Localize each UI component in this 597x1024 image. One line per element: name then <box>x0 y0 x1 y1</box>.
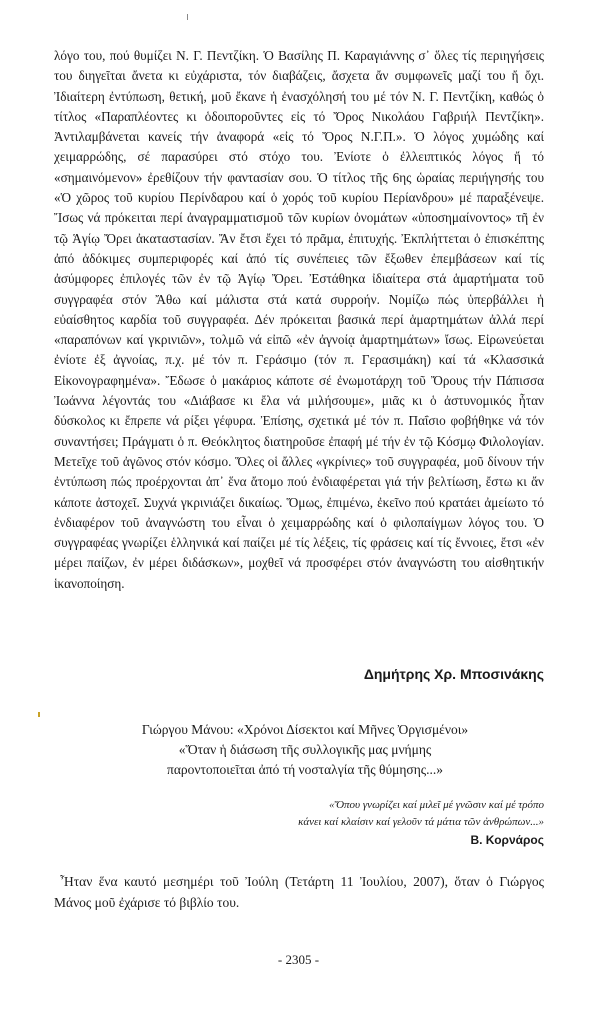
scan-mark <box>187 14 188 20</box>
epigraph-author: Β. Κορνάρος <box>470 833 544 847</box>
review-body-paragraph: λόγο του, πού θυμίζει Ν. Γ. Πεντζίκη. Ὁ Βασίλης Π. Καραγιάννης σ᾽ ὅλες τίς περιηγήσεις του διηγεῖται ἄνετα κι εὐχάριστα, τόν διαβάζεις, ἄσχετα ἄν συμφωνεῖς μαζί του ἤ ὄχι. Ἰδιαίτερη ἐντύπωση, θετική, μοῦ ἔκανε ἡ ἐνασχόλησή του μέ τόν Ν. Γ. Πεντζίκη, καθώς ὁ τίτλος «Παραπλέοντες κι ὁδοιποροῦντες εἰς τό Ὄρος Νικολάου Γαβριήλ Πεντζίκη». Ἀντιλαμβάνεται κανείς τήν ἀναφορά «εἰς τό Ὄρος Ν.Γ.Π.». Ὁ λόγος χυμώδης καί χειμαρρώδης, σέ παρασύρει στό στόχο του. Ἐνίοτε ὁ ἐλλειπτικός λόγος ἤ τό «σημαινόμενον» ἐρεθίζουν τήν φαντασίαν σου. Ὁ τίτλος τῆς 6ης ὡραίας περιήγησής του «Ὁ χῶρος τοῦ κυρίου Περίνδαρου καί ὁ χορός τοῦ κυρίου Περίανδρου» μέ παραξένεψε. Ἴσως νά πρόκειται περί ἀναγραμματισμοῦ τῶν κυρίων ὀνομάτων «ὑποσημαίνοντος» τῆ ἐν τῷ Ἁγίῳ Ὄρει ἀκαταστασίαν. Ἄν ἔτσι ἔχει τό πρᾶμα, ἐπιτυχής. Ἐκπλήττεται ὁ ἐπισκέπτης ἀπό ἀδόκιμες συμπεριφορές καί ἀπό τίς συνέπειες τῶν ἔξωθεν ἐπεμβάσεων καί τίς ἀσύμφορες ἐπιλογές τῶν ἐν τῷ Ἁγίῳ Ὄρει. Ἐστάθηκα ἰδιαίτερα στά ἁμαρτήματα τοῦ συγγραφέα στόν Ἄθω καί μάλιστα στά κατά συρροήν. Νομίζω πώς ὑπερβάλλει ἡ εὐαίσθητος καρδία τοῦ συγγραφέα. Δέν πρόκειται βασικά περί ἁμαρτημάτων ἀλλά περί «παραπόνων καί γκρινιῶν», τολμῶ νά εἰπῶ «ἐν ἀγνοίᾳ ἁμαρτημάτων» ἴσως. Εἰρωνεύεται ἐνίοτε ἐξ ἀγνοίας, π.χ. μέ τόν π. Γεράσιμο (τόν π. Γερασιμάκη) καί τά «Κλασσικά Εἰκονογραφημένα». Ἔδωσε ὁ μακάριος κάποτε σέ ἐνωμοτάρχη τοῦ Ὄρους τήν Πάπισσα Ἰωάννα λέγοντάς του «Διάβασε κι ἔλα νά μιλήσουμε», μιᾶς κι ὁ ἀστυνομικός ἦταν δύσκολος κι ἔπρεπε νά ρίξει γέφυρα. Ἐπίσης, σχετικά μέ τόν π. Παΐσιο φοβήθηκε νά τόν συναντήσει; Πράγματι ὁ π. Θεόκλητος διατηροῦσε ἐπαφή μέ τήν ἐν τῷ Κόσμῳ Φιλολογίαν. Μετεῖχε τοῦ ἀγῶνος στόν κόσμο. Ὅλες οἱ ἄλλες «γκρίνιες» τοῦ συγγραφέα, μοῦ δίνουν τήν ἐντύπωση πώς προέρχονται ἀπ᾽ ἕνα ἄτομο πού ἐνδιαφέρεται γιά τήν βελτίωση, ἔστω κι ἄν κάποτε ἀστοχεῖ. Συχνά γκρινιάζει δικαίως. Ὅμως, ἐπιμένω, ἐκεῖνο πού κρατάει ἀμείωτο τό ἐνδιαφέρον τοῦ ἀναγνώστη του εἶναι ὁ χειμαρρώδης καί ὁ φιλοπαίγμων λόγος του. Ὁ συγγραφέας γνωρίζει ἑλληνικά καί παίζει μέ τίς λέξεις, τίς φράσεις καί τίς ἔννοιες, ἔτσι «ἐν μέρει παίζων, ἐν μέρει διδάσκων», μοχθεῖ νά προσφέρει στόν ἀναγνώστη του αἰσθητικήν ἱκανοποίηση. <box>54 48 544 591</box>
review-signature: Δημήτρης Χρ. Μποσινάκης <box>363 666 544 682</box>
review-opening-paragraph: Ἦταν ἕνα καυτό μεσημέρι τοῦ Ἰούλη (Τετάρτη 11 Ἰουλίου, 2007), ὅταν ὁ Γιώργος Μάνος μοῦ ἐχάρισε τό βιβλίο του. <box>54 874 544 910</box>
epigraph-line: «Ὅπου γνωρίζει καί μιλεῖ μέ γνῶσιν καί μέ τρόπο <box>328 799 544 811</box>
page-number: - 2305 - <box>277 952 320 967</box>
epigraph-quote <box>160 797 544 831</box>
ink-speck <box>38 712 40 717</box>
review-title-line: Γιώργου Μάνου: «Χρόνοι Δίσεκτοι καί Μῆνες Ὀργισμένοι» <box>141 722 469 737</box>
review-subtitle-line: παροντοποιεῖται ἀπό τή νοσταλγία τῆς θύμησης...» <box>167 762 443 777</box>
review-subtitle-line: «Ὅταν ἡ διάσωση τῆς συλλογικῆς μας μνήμης <box>178 742 432 757</box>
review-title-block <box>100 720 510 780</box>
epigraph-line: κάνει καί κλαίσιν καί γελοῦν τά μάτια τῶν ἀνθρώπων...» <box>298 816 544 828</box>
